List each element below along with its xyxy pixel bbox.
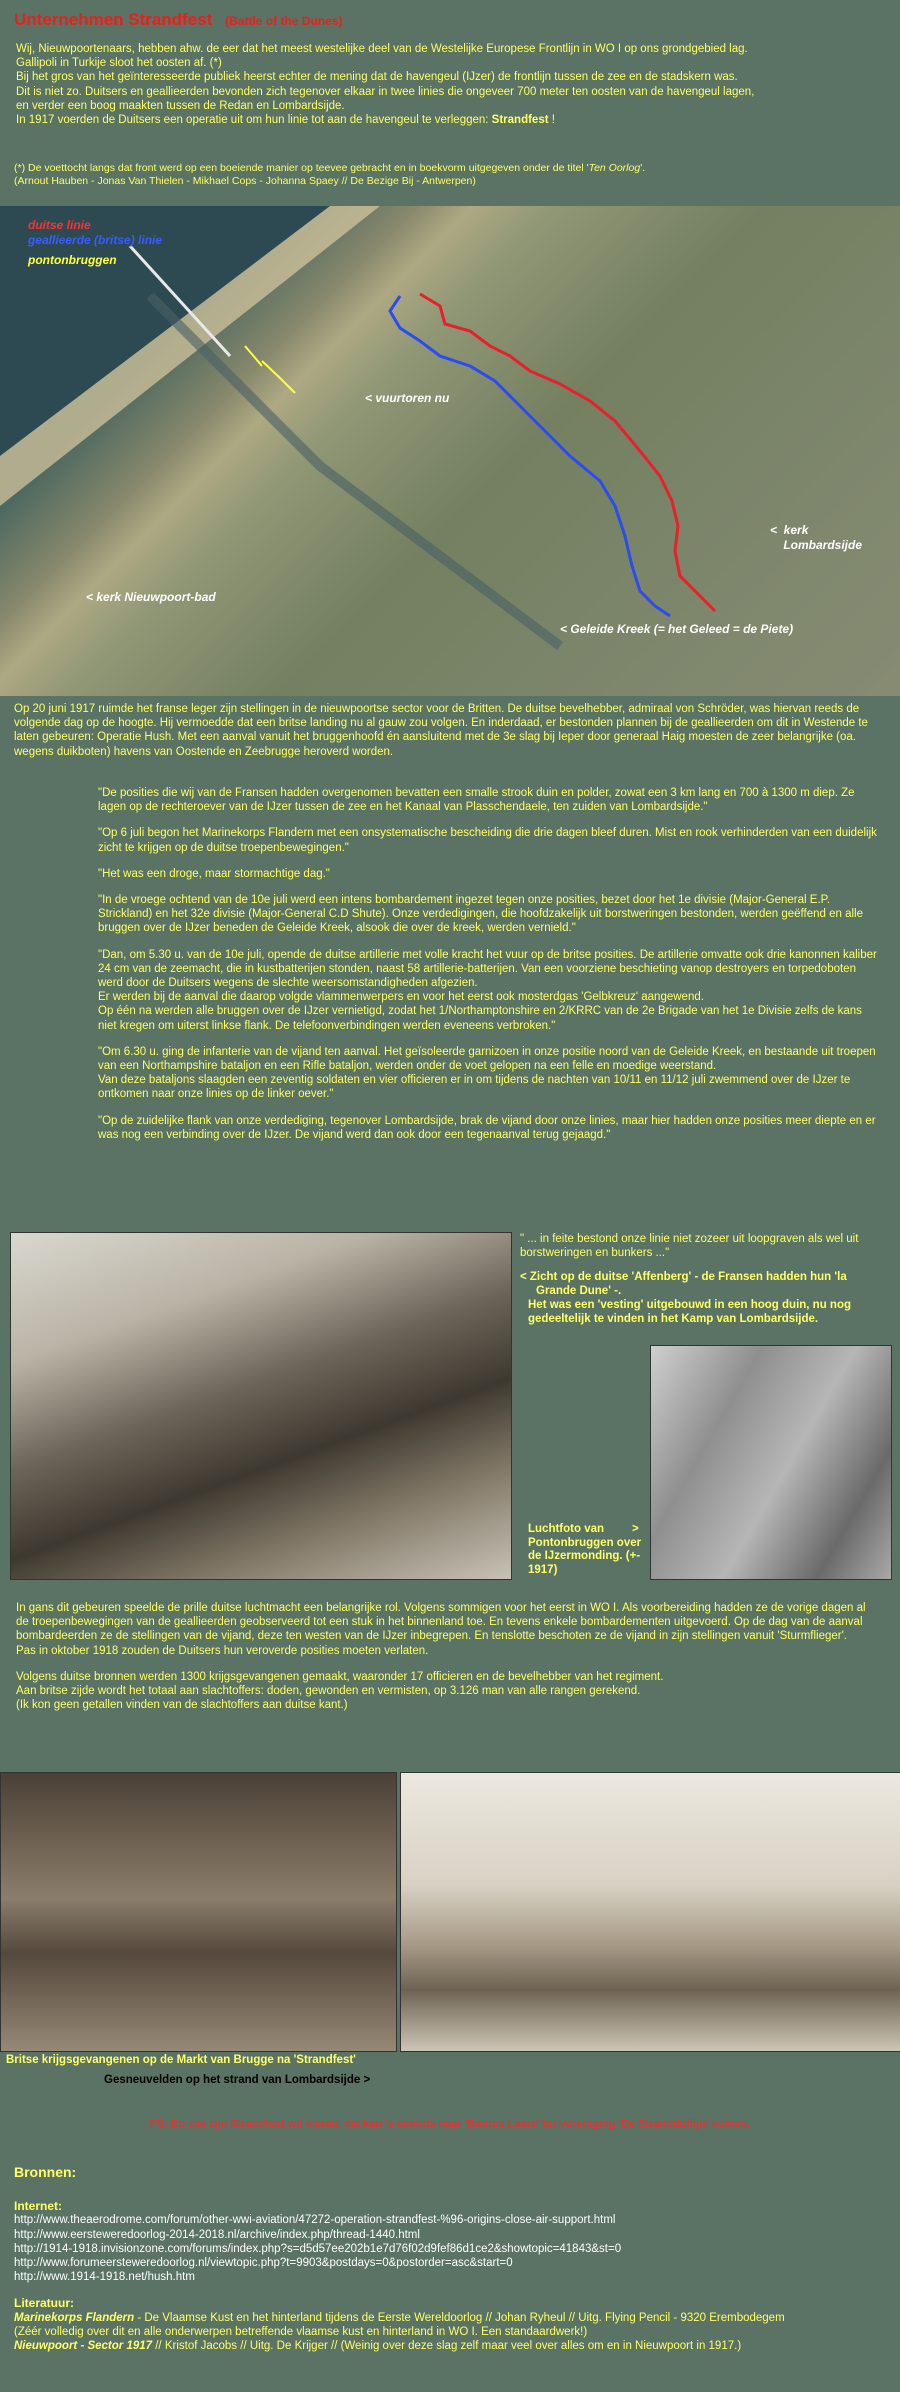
intro-bold: Strandfest bbox=[491, 114, 549, 127]
sources-heading: Bronnen: bbox=[14, 2164, 77, 2180]
photo-caption-affenberg bbox=[520, 1232, 890, 1336]
literature-note: (Zéér volledig over dit en alle onderwerpen betreffende vlaamse kust en hinterland in WO I. Een standaardwerk!) bbox=[14, 2325, 588, 2338]
intro-line: Bij het gros van het geïnteresseerde publiek heerst echter de mening dat de havengeul (IJzer) de frontlijn tussen de zee en de stadskern was. bbox=[16, 71, 738, 84]
quote: "Dan, om 5.30 u. van de 10e juli, opende de duitse artillerie met volle kracht het vuur op de britse posities. De artillerie omvatte ook drie kanonnen kaliber 24 cm van de zeemacht, die in kustbatterijen stonden, naast 58 artillerie-batterijen. Van een voorziene beschieting vanop destroyers en torpedoboten werd door de Duitsers wegens de slechte weersomstandigheden afgezien. Er werden bij de aanval die daarop volgde vlammenwerpers en voor het eerst ook mosterdgas 'Gelbkreuz' aangewend. Op één na werden alle bruggen over de IJzer vernietigd, zodat het 1/Northamptonshire en 2/KRRC van de 2e Brigade van het 1e Divisie zelfs de kans niet kregen om uiterst linkse flank. De telefoonverbindingen werden eveneens verbroken." bbox=[98, 948, 877, 1032]
literature-details: - De Vlaamse Kust en het hinterland tijdens de Eerste Wereldoorlog // Johan Ryheul // Uitg. Flying Pencil - 9320 Erembodegem bbox=[134, 2311, 785, 2324]
literature-item bbox=[14, 2339, 894, 2353]
label-geleide-kreek: < Geleide Kreek (= het Geleed = de Piete) bbox=[560, 622, 794, 636]
intro-line: Gallipoli in Turkije sloot het oosten af. (*) bbox=[16, 57, 222, 70]
caption-line: Grande Dune' -. bbox=[536, 1285, 622, 1297]
legend-german-line: duitse linie bbox=[28, 218, 91, 232]
paragraph: Volgens duitse bronnen werden 1300 krijgsgevangenen gemaakt, waaronder 17 officieren en de bevelhebber van het regiment. Aan britse zijde wordt het totaal aan slachtoffers: doden, gewonden en vermisten, op 3.126 man van alle rangen gerekend. (Ik kon geen getallen vinden van de slachtoffers aan duitse kant.) bbox=[16, 1670, 664, 1712]
literature-title: Marinekorps Flandern bbox=[14, 2311, 135, 2324]
page-title bbox=[14, 10, 342, 30]
photo-beach-lombardsijde bbox=[400, 1772, 900, 2052]
intro-text bbox=[16, 42, 876, 127]
quote: "Om 6.30 u. ging de infanterie van de vijand ten aanval. Het geïsoleerde garnizoen in onze positie noord van de Geleide Kreek, en bestaande uit troepen van een Northampshire bataljon en een Rifle bataljon, werden onder de voet gelopen na een felle en moedige weerstand. Van deze bataljons slaagden een zeventig soldaten en vier officieren er in om tijdens de nachten van 10/11 en 11/12 juli zwemmend over de IJzer te ontkomen naar onze linies op de linker oever." bbox=[98, 1045, 876, 1101]
legend-pontoon-bridges: pontonbruggen bbox=[28, 253, 117, 267]
literature-title: Nieuwpoort - Sector 1917 bbox=[14, 2340, 153, 2353]
caption-line: < Zicht op de duitse 'Affenberg' - de Fransen hadden hun 'la bbox=[520, 1271, 847, 1283]
quote: "De posities die wij van de Fransen hadden overgenomen bevatten een smalle strook duin en polder, zowat een 3 km lang en 700 à 1300 m diep. Ze lagen op de rechteroever van de IJzer tussen de zee en het Kanaal van Plasschendaele, ten zuiden van Lombardsijde." bbox=[98, 787, 855, 814]
source-link[interactable]: http://www.eersteweredoorlog-2014-2018.nl/archive/index.php/thread-1440.html bbox=[14, 2228, 420, 2241]
literature-heading: Literatuur: bbox=[14, 2296, 74, 2311]
source-link[interactable]: http://www.1914-1918.net/hush.htm bbox=[14, 2271, 195, 2284]
aerial-caption-text: Luchtfoto van Pontonbruggen over de IJzermonding. (+- 1917) bbox=[528, 1523, 642, 1576]
source-link[interactable]: http://www.theaerodrome.com/forum/other-wwi-aviation/47272-operation-strandfest-%96-origins-close-air-support.html bbox=[14, 2214, 616, 2227]
quote: "Het was een droge, maar stormachtige dag." bbox=[98, 867, 330, 880]
paragraph: In gans dit gebeuren speelde de prille duitse luchtmacht een belangrijke rol. Volgens sommigen voor het eerst in WO I. Als voorbereiding hadden ze de vorige dagen al de troepenbewegingen van de geallieerden geobserveerd tot een stuk in het binnenland toe. En tevens enkele bombardementen uitgevoerd. Op de dag van de aanval bombardeerden ze de stellingen van de vijand, deze ten westen van de IJzer inbegrepen. En tenslotte beschoten ze de vijand in zijn stellingen vanuit 'Sturmflieger'. Pas in oktober 1918 zouden de Duitsers hun veroverde posities moeten verlaten. bbox=[16, 1602, 866, 1657]
footnote-text: (*) De voettocht langs dat front werd op een boeiende manier op teevee gebracht en in boekvorm uitgegeven onder de titel ' bbox=[14, 162, 589, 174]
aerial-caption-arrow: > bbox=[632, 1523, 639, 1535]
quote: "In de vroege ochtend van de 10e juli werd een intens bombardement ingezet tegen onze posities, bezet door het 1e divisie (Major-General E.P. Strickland) en het 32e divisie (Major-General C.D Shute). Onze verdedigingen, die hoofdzakelijk uit borstweringen bestonden, werden geëffend en alle bruggen over de IJzer beneden de Geleide Kreek, alsook die over de kreek, werden vernield." bbox=[98, 894, 863, 935]
photo-prisoners-brugge bbox=[0, 1772, 397, 2052]
caption-line: Het was een 'vesting' uitgebouwd in een hoog duin, nu nog bbox=[528, 1299, 851, 1311]
label-kerk-lombardsijde: < kerk Lombardsijde bbox=[770, 523, 863, 552]
literature-item bbox=[14, 2311, 894, 2325]
aerial-photo-caption bbox=[528, 1523, 648, 1577]
source-link[interactable]: http://www.forumeersteweredoorlog.nl/viewtopic.php?t=9903&postdays=0&postorder=asc&start=0 bbox=[14, 2257, 513, 2270]
caption-line: gedeeltelijk te vinden in het Kamp van Lombardsijde. bbox=[528, 1313, 819, 1325]
caption-beach: Gesneuvelden op het strand van Lombardsijde > bbox=[104, 2074, 371, 2086]
title-subtitle: (Battle of the Dunes) bbox=[225, 14, 343, 28]
footnote bbox=[14, 162, 874, 188]
intro-line: en verder een boog maakten tussen de Redan en Lombardsijde. bbox=[16, 99, 345, 112]
quotes-block bbox=[98, 786, 878, 1154]
caption-quote: " ... in feite bestond onze linie niet zozeer uit loopgraven als wel uit borstweringen en bunkers ..." bbox=[520, 1233, 859, 1259]
paragraph-aftermath bbox=[16, 1601, 876, 1724]
internet-heading: Internet: bbox=[14, 2199, 62, 2214]
literature-details: // Kristof Jacobs // Uitg. De Krijger // (Weinig over deze slag zelf maar veel over alles om en in Nieuwpoort in 1917.) bbox=[152, 2340, 742, 2353]
legend-british-line: geallieerde (britse) linie bbox=[28, 233, 163, 247]
sources-section bbox=[14, 2165, 894, 2353]
quote: "Op de zuidelijke flank van onze verdediging, tegenover Lombardsijde, brak de vijand door onze linies, maar hier hadden onze posities meer diepte en er was nog een verbinding over de IJzer. De vijand werd dan ook door een tegenaanval terug gejaagd." bbox=[98, 1114, 876, 1141]
footnote-text-end: '. bbox=[640, 162, 646, 174]
label-kerk-nieuwpoort-bad: < kerk Nieuwpoort-bad bbox=[86, 590, 216, 604]
intro-line-text: In 1917 voerden de Duitsers een operatie uit om hun linie tot aan de havengeul te verleggen: bbox=[16, 114, 489, 127]
photo-affenberg bbox=[10, 1232, 512, 1580]
source-link[interactable]: http://1914-1918.invisionzone.com/forums/index.php?s=d5d57ee202b1e7d76f02d9fef86d1ce2&showtopic=41843&st=0 bbox=[14, 2242, 622, 2255]
intro-line: Dit is niet zo. Duitsers en geallieerden bevonden zich tegenover elkaar in twee linies die ongeveer 700 meter ten oosten van de havengeul lagen, bbox=[16, 85, 755, 98]
intro-line: Wij, Nieuwpoortenaars, hebben ahw. de eer dat het meest westelijke deel van de Westelijke Europese Frontlijn in WO I op ons grondgebied lag. bbox=[16, 43, 748, 55]
quote: "Op 6 juli begon het Marinekorps Flandern met een onsystematische bescheiding die drie dagen bleef duren. Mist en rook verhinderden van een duidelijk zicht te krijgen op de duitse troepenbewegingen." bbox=[98, 827, 877, 854]
footnote-line-1 bbox=[14, 162, 874, 175]
title-text: Unternehmen Strandfest bbox=[14, 10, 213, 29]
photo-aerial-pontoon bbox=[650, 1345, 892, 1580]
footnote-line-2: (Arnout Hauben - Jonas Van Thielen - Mikhael Cops - Johanna Spaey // De Bezige Bij - Antwerpen) bbox=[14, 175, 476, 187]
intro-end: ! bbox=[548, 114, 555, 127]
label-vuurtoren: < vuurtoren nu bbox=[365, 391, 450, 405]
caption-description bbox=[520, 1270, 890, 1326]
paragraph-context: Op 20 juni 1917 ruimde het franse leger zijn stellingen in de nieuwpoortse sector voor de Britten. De duitse bevelhebber, admiraal von Schröder, was hiervan reeds de volgende dag op de hoogte. Hij vermoedde dat een britse landing nu al gauw zou volgen. En inderdaad, er bestonden plannen bij de geallieerden om dit in Westende te laten gebeuren: Operatie Hush. Met een aanval vanuit het bruggenhoofd én aansluitend met de 3e slag bij Ieper door generaal Haig moesten de zeer belangrijke (oa. wegens duikboten) havens van Oostende en Zeebrugge heroverd worden. bbox=[14, 703, 868, 758]
intro-line bbox=[16, 113, 876, 127]
red-note: PS: En wie zijn Strandfest wil vieren, die kan 's avonds naar 'Boeres Laars' ter vereniging 'De Stranddolfijn' komen. bbox=[149, 2118, 751, 2130]
caption-prisoners: Britse krijgsgevangenen op de Markt van Brugge na 'Strandfest' bbox=[6, 2054, 356, 2066]
footnote-title: Ten Oorlog bbox=[588, 162, 641, 174]
